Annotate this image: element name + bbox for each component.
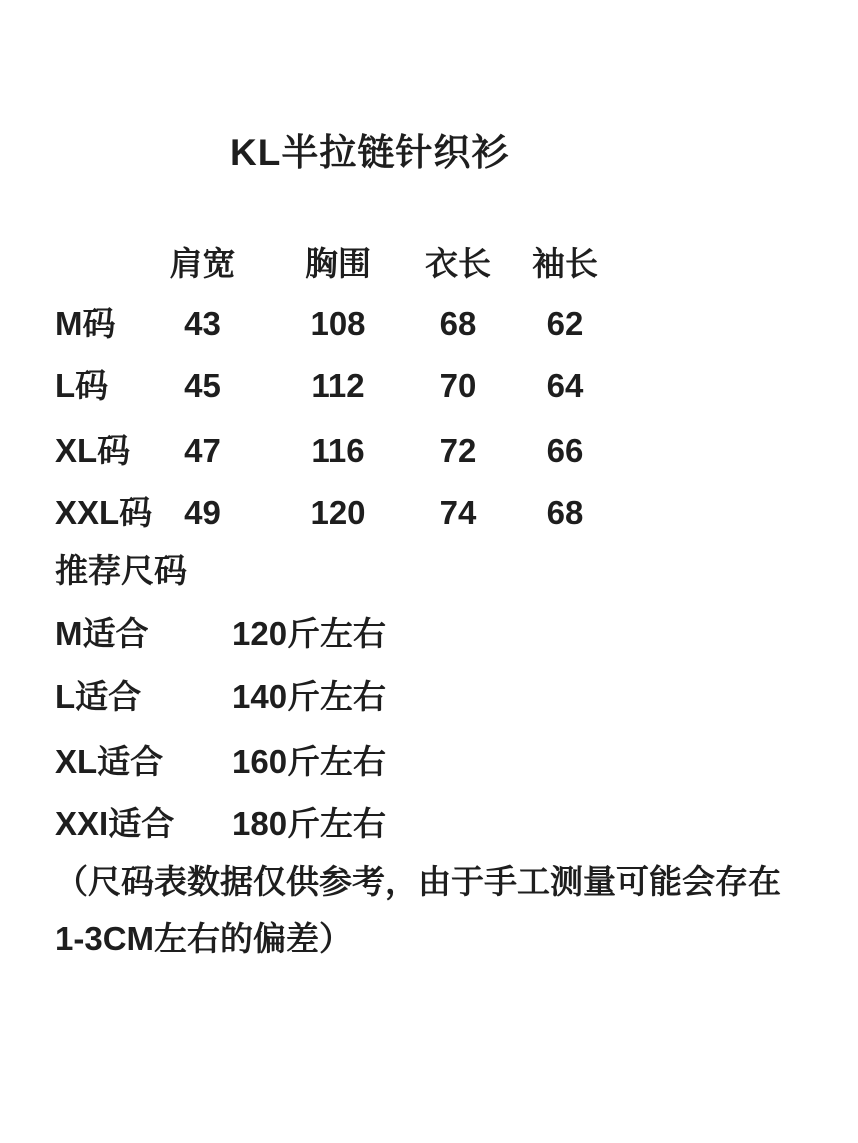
cell-value: 49 (184, 494, 221, 531)
disclaimer-note-line-2: 1-3CM左右的偏差） (55, 920, 353, 957)
recommend-row (55, 804, 386, 844)
table-row (55, 366, 630, 406)
recommend-label-m: M适合 (55, 615, 149, 652)
cell-value: 68 (439, 305, 477, 342)
cell-value: 74 (439, 494, 477, 531)
cell-value: 68 (546, 494, 584, 531)
recommend-value: 140斤左右 (232, 678, 387, 715)
recommend-value: 160斤左右 (232, 743, 387, 780)
cell-value: 45 (184, 367, 221, 404)
cell-value: 116 (311, 432, 365, 469)
cell-value: 66 (546, 432, 584, 469)
recommend-value: 120斤左右 (232, 615, 387, 652)
disclaimer-note-line-1: （尺码表数据仅供参考，由于手工测量可能会存在 (55, 863, 781, 900)
cell-value: 47 (184, 432, 221, 469)
table-row (55, 304, 630, 344)
cell-value: 70 (439, 367, 477, 404)
row-label-m: M码 (55, 305, 116, 342)
size-table-header (55, 244, 630, 284)
recommend-value: 180斤左右 (232, 805, 387, 842)
recommend-label-xxl: XXI适合 (55, 805, 175, 842)
header-spacer (55, 244, 145, 284)
recommend-row (55, 614, 386, 654)
row-label-xl: XL码 (55, 432, 131, 469)
recommend-label-xl: XL适合 (55, 743, 164, 780)
cell-value: 62 (546, 305, 584, 342)
cell-value: 112 (311, 367, 365, 404)
column-header-chest: 胸围 (305, 245, 371, 282)
cell-value: 108 (310, 305, 366, 342)
row-label-l: L码 (55, 367, 109, 404)
recommend-row (55, 677, 386, 717)
cell-value: 43 (184, 305, 221, 342)
row-label-xxl: XXL码 (55, 494, 153, 531)
recommend-row (55, 742, 386, 782)
recommend-label-l: L适合 (55, 678, 142, 715)
cell-value: 120 (310, 494, 366, 531)
cell-value: 72 (439, 432, 477, 469)
column-header-sleeve: 袖长 (532, 245, 598, 282)
column-header-shoulder: 肩宽 (169, 245, 236, 282)
recommend-size-heading: 推荐尺码 (55, 552, 187, 589)
cell-value: 64 (546, 367, 584, 404)
table-row (55, 493, 630, 533)
page-title: KL半拉链针织衫 (230, 132, 510, 173)
column-header-length: 衣长 (425, 245, 491, 282)
table-row (55, 431, 630, 471)
